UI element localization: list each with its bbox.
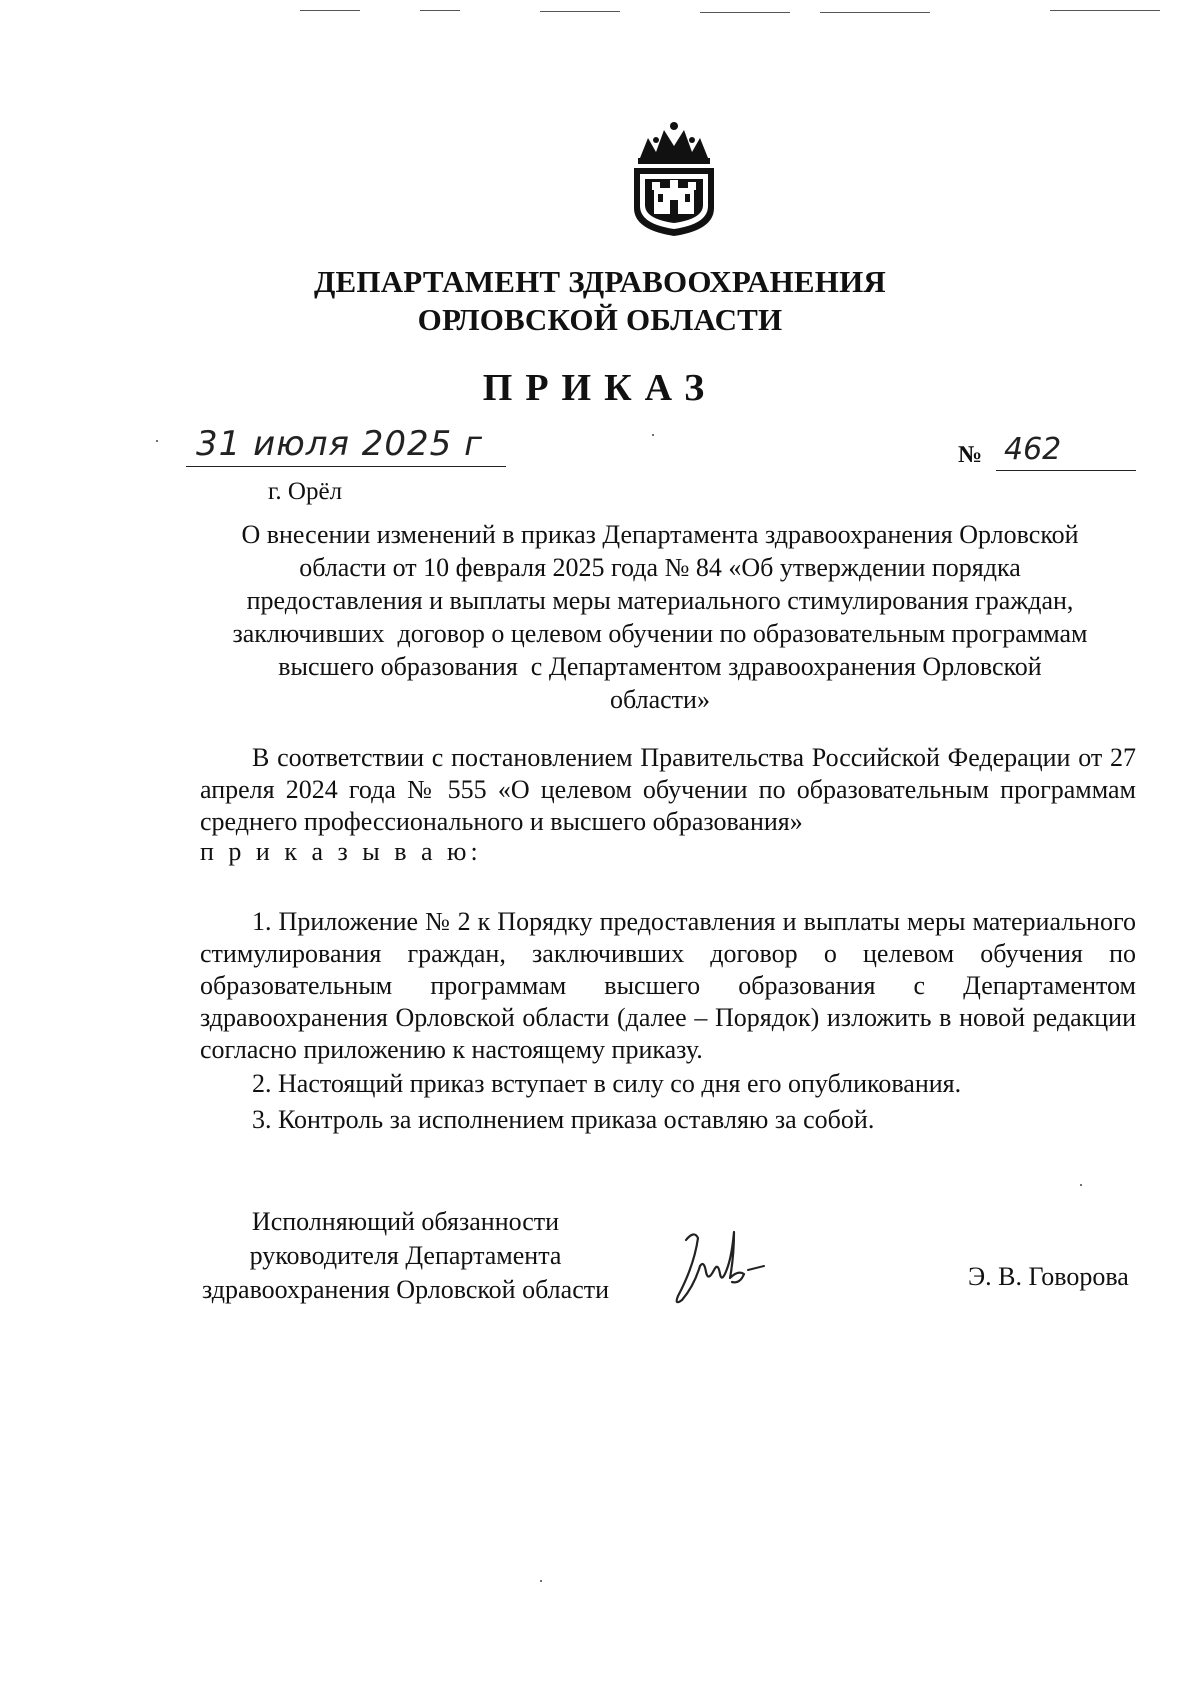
scan-edge-line bbox=[300, 10, 360, 11]
document-type-title: ПРИКАЗ bbox=[482, 367, 718, 409]
subject-line: О внесении изменений в приказ Департамента здравоохранения Орловской bbox=[241, 520, 1079, 549]
order-item-3: 3. Контроль за исполнением приказа оставляю за собой. bbox=[252, 1105, 875, 1134]
signatory-position-line: Исполняющий обязанности bbox=[251, 1207, 560, 1236]
scan-edge-line bbox=[700, 12, 790, 13]
order-subject bbox=[196, 518, 1124, 716]
subject-line: предоставления и выплаты меры материального стимулирования граждан, bbox=[246, 586, 1074, 615]
department-name-line2: ОРЛОВСКОЙ ОБЛАСТИ bbox=[417, 302, 783, 337]
preamble-paragraph: В соответствии с постановлением Правительства Российской Федерации от 27 апреля 2024 года № 555 «О целевом обучении по образовательным программам среднего профессионального и высшего образования» bbox=[200, 743, 1136, 836]
order-item-2: 2. Настоящий приказ вступает в силу со дня его опубликования. bbox=[252, 1069, 962, 1098]
scan-edge-line bbox=[1050, 10, 1160, 11]
scan-speck bbox=[540, 1580, 542, 1582]
scan-speck bbox=[1080, 1184, 1082, 1186]
scan-speck bbox=[652, 434, 654, 436]
scan-edge-line bbox=[820, 12, 930, 13]
subject-line: области» bbox=[610, 685, 710, 714]
handwritten-order-number: 462 bbox=[1004, 432, 1062, 467]
subject-line: высшего образования с Департаментом здравоохранения Орловской bbox=[278, 652, 1042, 681]
order-verb: п р и к а з ы в а ю: bbox=[200, 837, 482, 866]
scan-edge-line bbox=[540, 11, 620, 12]
order-item-1: 1. Приложение № 2 к Порядку предоставления и выплаты меры материального стимулирования граждан, заключивших договор о целевом обучения по образовательным программам высшего образования с Департаментом здравоохранения Орловской области (далее – Порядок) изложить в новой редакции согласно приложению к настоящему приказу. bbox=[200, 907, 1136, 1064]
city-label: г. Орёл bbox=[268, 478, 343, 505]
coat-of-arms-icon bbox=[626, 118, 722, 238]
number-underline bbox=[996, 470, 1136, 471]
scan-speck bbox=[156, 440, 158, 442]
handwritten-date: 31 июля 2025 г bbox=[196, 424, 483, 464]
subject-line: области от 10 февраля 2025 года № 84 «Об утверждении порядка bbox=[299, 553, 1021, 582]
handwritten-signature bbox=[664, 1226, 784, 1310]
subject-line: заключивших договор о целевом обучении по образовательным программам bbox=[232, 619, 1088, 648]
signatory-position-line: здравоохранения Орловской области bbox=[202, 1275, 610, 1304]
scan-edge-line bbox=[420, 10, 460, 11]
signatory-position bbox=[202, 1205, 609, 1307]
signatory-name: Э. В. Говорова bbox=[968, 1262, 1129, 1291]
date-underline bbox=[186, 466, 506, 467]
signatory-position-line: руководителя Департамента bbox=[249, 1241, 562, 1270]
department-name-line1: ДЕПАРТАМЕНТ ЗДРАВООХРАНЕНИЯ bbox=[314, 264, 886, 299]
number-label: № bbox=[958, 442, 983, 468]
